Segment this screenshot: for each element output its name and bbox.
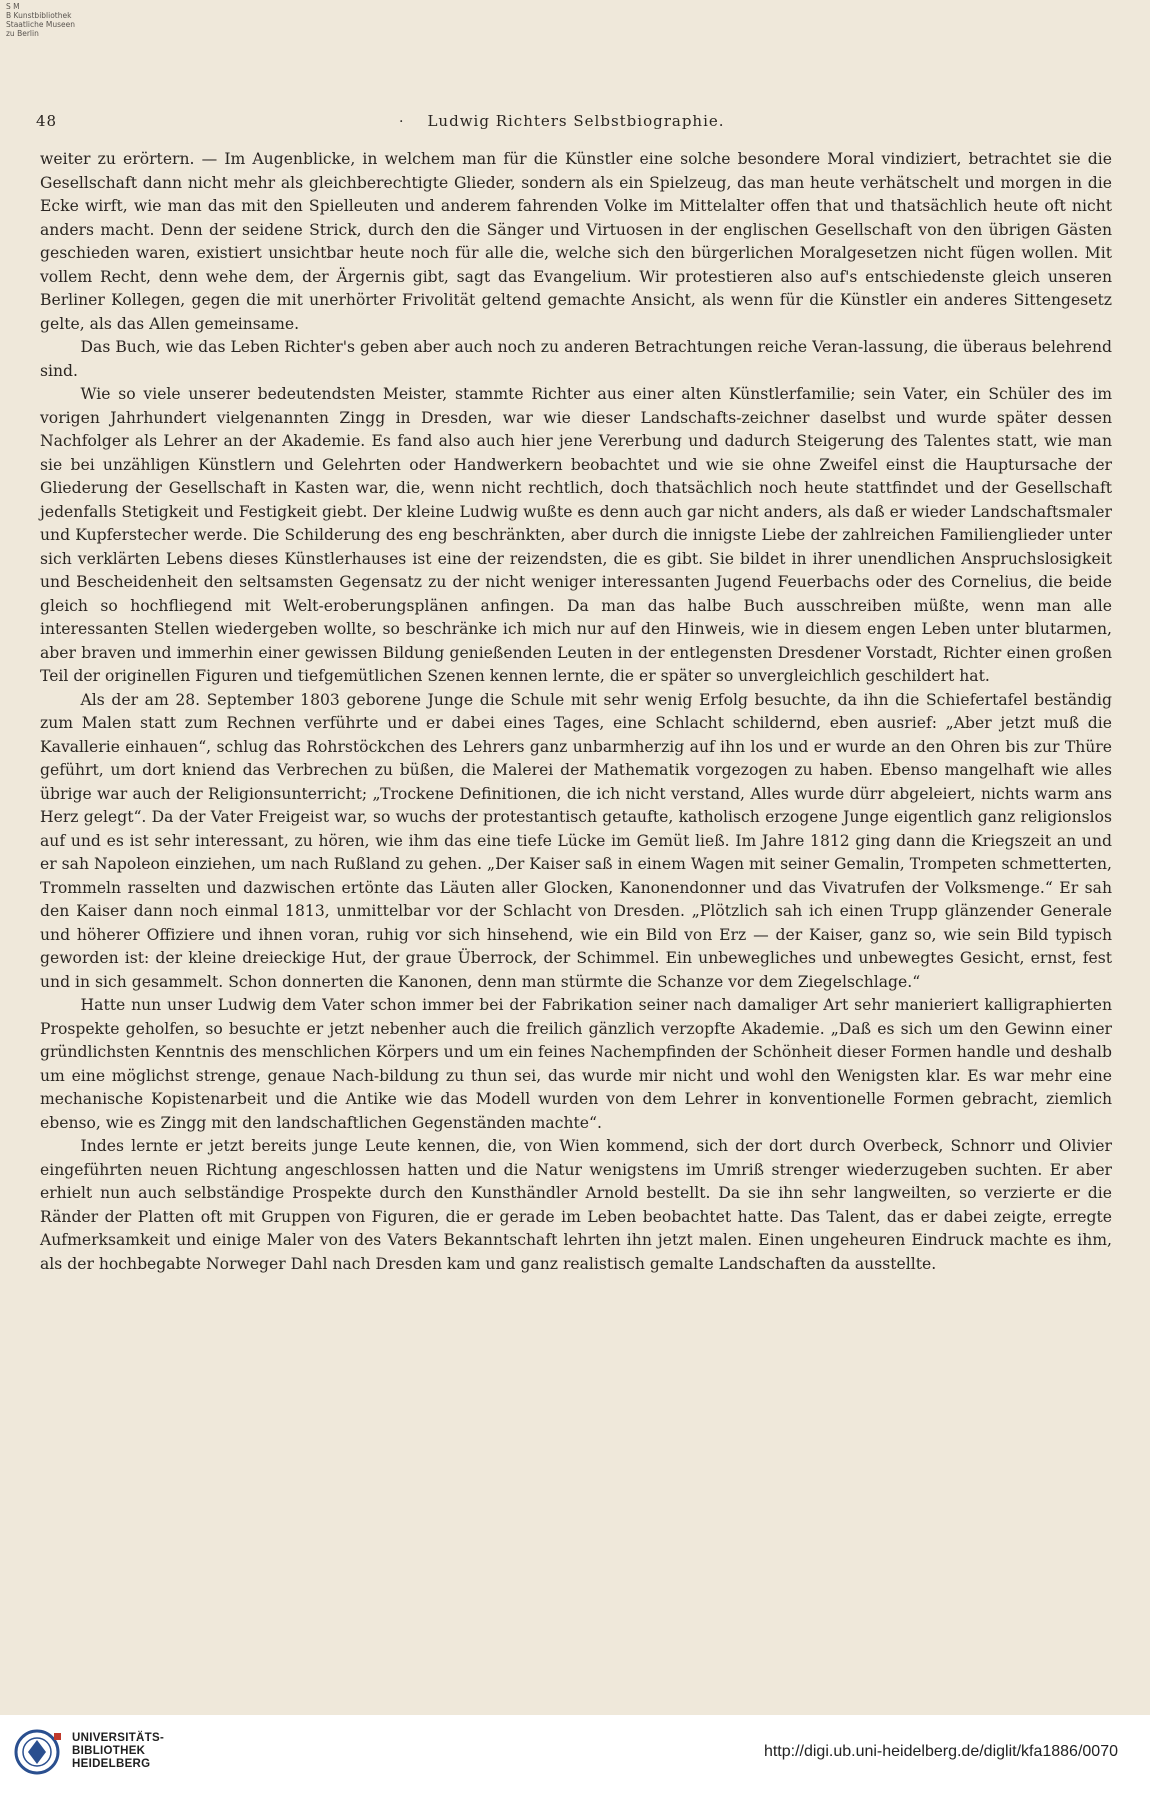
university-seal-icon: [14, 1729, 64, 1775]
library-stamp: [6, 2, 75, 38]
viewer-footer: [0, 1715, 1150, 1800]
stamp-line: Staatliche Museen: [6, 20, 75, 29]
page-header: [36, 112, 1116, 136]
paragraph: weiter zu erörtern. — Im Augenblicke, in welchem man für die Künstler eine solche besondere Moral vindiziert, betrachtet sie die Gesellschaft dann nicht mehr als gleichberechtigte Glieder, sondern als ein Spielzeug, das man heute verhätschelt und morgen in die Ecke wirft, wie man das mit den Spielleuten und anderem fahrenden Volke im Mittelalter offen that und thatsächlich heute oft nicht anders macht. Denn der seidene Strick, durch den die Sänger und Virtuosen in der englischen Gesellschaft von den übrigen Gästen geschieden waren, existiert unsichtbar heute noch für alle die, welche sich den bürgerlichen Moralgesetzen nicht fügen wollen. Mit vollem Recht, denn wehe dem, der Ärgernis gibt, sagt das Evangelium. Wir protestieren also auf's entschiedenste gleich unseren Berliner Kollegen, gegen die mit unerhörter Frivolität geltend gemachte Ansicht, als wenn für die Künstler ein anderes Sittengesetz gelte, als das Allen gemeinsame.: [40, 150, 1112, 333]
library-name-line: BIBLIOTHEK: [72, 1745, 146, 1757]
paragraph: Wie so viele unserer bedeutendsten Meister, stammte Richter aus einer alten Künstlerfamilie; sein Vater, ein Schüler des im vorigen Jahrhundert vielgenannten Zingg in Dresden, war wie dieser Landschafts-zeichner daselbst und wurde später dessen Nachfolger als Lehrer an der Akademie. Es fand also auch hier jene Vererbung und dadurch Steigerung des Talentes statt, wie man sie bei unzähligen Künstlern und Gelehrten oder Handwerkern beobachtet und wie sie ohne Zweifel einst die Hauptursache der Gliederung der Gesellschaft in Kasten war, die, wenn nicht rechtlich, doch thatsächlich noch heute stattfindet und der Gesellschaft jedenfalls Stetigkeit und Festigkeit giebt. Der kleine Ludwig wußte es denn auch gar nicht anders, als daß er wieder Landschaftsmaler und Kupferstecher werde. Die Schilderung des eng beschränkten, aber durch die innigste Liebe der zahlreichen Familienglieder unter sich verklärten Lebens dieses Künstlerhauses ist eine der reizendsten, die es gibt. Sie bildet in ihrer unendlichen Anspruchslosigkeit und Bescheidenheit den seltsamsten Gegensatz zu der nicht weniger interessanten Jugend Feuerbachs oder des Cornelius, die beide gleich so hochfliegend mit Welt-eroberungsplänen anfingen. Da man das halbe Buch ausschreiben müßte, wenn man alle interessanten Stellen wiedergeben wollte, so beschränke ich mich nur auf den Hinweis, wie in diesem engen Leben unter blutarmen, aber braven und immerhin einer gewissen Bildung genießenden Leuten in der entlegensten Dresdener Vorstadt, Richter einen großen Teil der originellen Figuren und tiefgemütlichen Szenen kennen lernte, die er später so unvergleichlich geschildert hat.: [40, 385, 1112, 685]
stamp-line: S M: [6, 2, 20, 11]
library-name-line: HEIDELBERG: [72, 1758, 151, 1770]
paragraph: Das Buch, wie das Leben Richter's geben aber auch noch zu anderen Betrachtungen reiche Veran-lassung, die überaus belehrend sind.: [40, 338, 1112, 380]
header-separator: .: [399, 110, 404, 126]
page-number: 48: [36, 112, 58, 130]
permalink-url[interactable]: http://digi.ub.uni-heidelberg.de/diglit/kfa1886/0070: [763, 1743, 1118, 1760]
paragraph: Als der am 28. September 1803 geborene Junge die Schule mit sehr wenig Erfolg besuchte, da ihn die Schiefertafel beständig zum Malen statt zum Rechnen verführte und er dabei eines Tages, eine Schlacht schildernd, eben ausrief: „Aber jetzt muß die Kavallerie einhauen“, schlug das Rohrstöckchen des Lehrers ganz unbarmherzig auf ihn los und er wurde an den Ohren bis zur Thüre geführt, um dort kniend das Verbrechen zu büßen, die Malerei der Mathematik vorgezogen zu haben. Ebenso mangelhaft wie alles übrige war auch der Religionsunterricht; „Trockene Definitionen, die ich nicht verstand, Alles wurde dürr abgeleiert, nichts warm ans Herz gelegt“. Da der Vater Freigeist war, so wuchs der protestantisch getaufte, katholisch erzogene Junge eigentlich ganz religionslos auf und es ist sehr interessant, zu hören, wie ihm das eine tiefe Lücke im Gemüt ließ. Im Jahre 1812 ging dann die Kriegszeit an und er sah Napoleon einziehen, um nach Rußland zu gehen. „Der Kaiser saß in einem Wagen mit seiner Gemalin, Trompeten schmetterten, Trommeln rasselten und dazwischen ertönte das Läuten aller Glocken, Kanonendonner und das Vivatrufen der Volksmenge.“ Er sah den Kaiser dann noch einmal 1813, unmittelbar vor der Schlacht von Dresden. „Plötzlich sah ich einen Trupp glänzender Generale und höherer Offiziere und ihnen voran, ruhig vor sich hinsehend, wie ein Bild von Erz — der Kaiser, ganz so, wie sein Bild typisch geworden ist: der kleine dreieckige Hut, der graue Überrock, der Schimmel. Ein unbewegliches und unbewegtes Gesicht, ernst, fest und in sich gesammelt. Schon donnerten die Kanonen, denn man stürmte die Schanze vor dem Ziegelschlage.“: [40, 690, 1112, 991]
stamp-line: B Kunstbibliothek: [6, 11, 72, 20]
paragraph: Indes lernte er jetzt bereits junge Leute kennen, die, von Wien kommend, sich der dort durch Overbeck, Schnorr und Olivier eingeführten neuen Richtung angeschlossen hatten und die Natur wenigstens im Umriß strenger wiederzugeben suchten. Er aber erhielt nun auch selbständige Prospekte durch den Kunsthändler Arnold bestellt. Da sie ihn sehr langweilten, so verzierte er die Ränder der Platten oft mit Gruppen von Figuren, die er gerade im Leben beobachtet hatte. Das Talent, das er dabei zeigte, erregte Aufmerksamkeit und einige Maler von des Vaters Bekanntschaft lehrten ihn jetzt malen. Einen ungeheuren Eindruck machte es ihm, als der hochbegabte Norweger Dahl nach Dresden kam und ganz realistisch gemalte Landschaften da ausstellte.: [40, 1137, 1112, 1273]
article-body: [40, 148, 1112, 1276]
library-name-line: UNIVERSITÄTS-: [72, 1732, 165, 1744]
stamp-line: zu Berlin: [6, 29, 39, 38]
running-title: Ludwig Richters Selbstbiographie.: [427, 112, 725, 130]
library-name: [72, 1732, 164, 1771]
paragraph: Hatte nun unser Ludwig dem Vater schon immer bei der Fabrikation seiner nach damaliger Art sehr manieriert kalligraphierten Prospekte geholfen, so besuchte er jetzt nebenher auch die freilich gänzlich verzopfte Akademie. „Daß es sich um den Gewinn einer gründlichsten Kenntnis des menschlichen Körpers und um ein feines Nachempfinden der Schönheit dieser Formen handle und deshalb um eine möglichst strenge, genaue Nach-bildung zu thun sei, das wurde mir nicht und wohl den Wenigsten klar. Es war mehr eine mechanische Kopistenarbeit und die Antike wie das Modell wurden von dem Lehrer in konventionelle Formen gebracht, ziemlich ebenso, wie es Zingg mit den landschaftlichen Gegenständen machte“.: [40, 996, 1112, 1132]
